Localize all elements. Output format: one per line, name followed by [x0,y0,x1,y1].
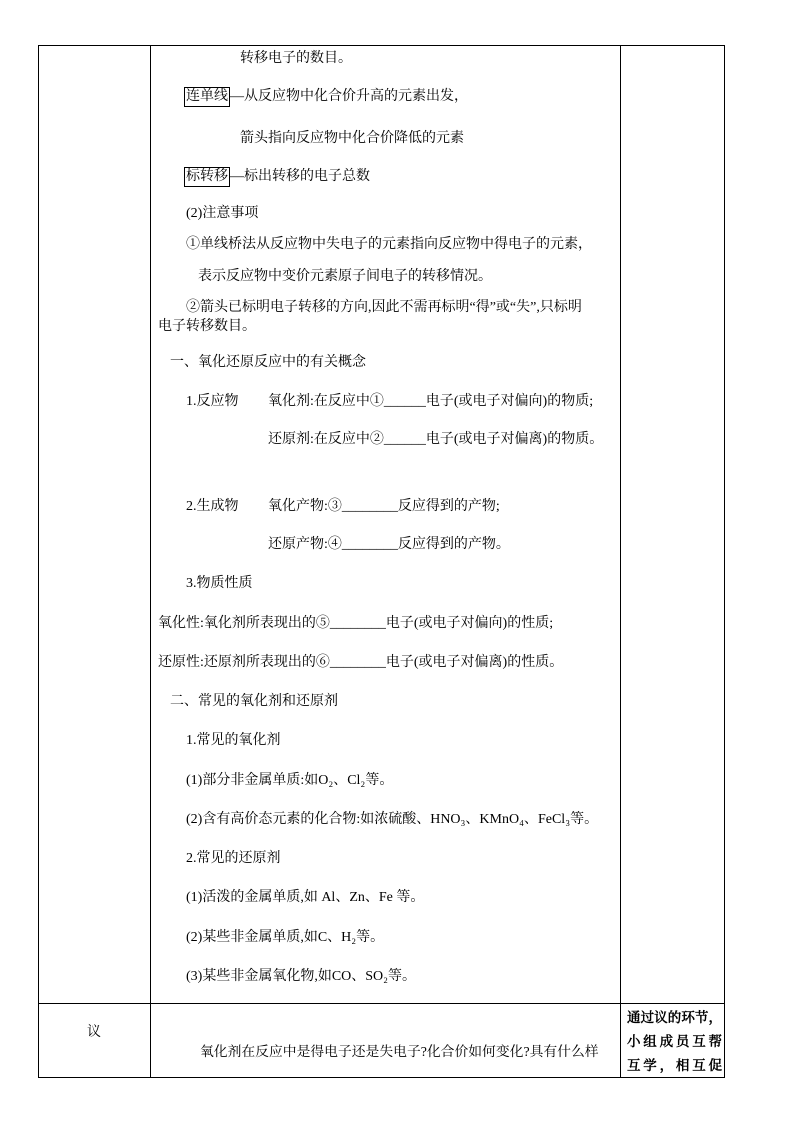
reductant-definition: 还原剂:在反应中②______电子(或电子对偏离)的物质。 [268,432,604,447]
arrow-direction-line: 箭头指向反应物中化合价降低的元素 [240,131,464,146]
stage-note-line-1: 通过议的环节， [627,1010,722,1025]
column-divider-left [150,45,151,1077]
properties-label: 3.物质性质 [186,576,253,591]
stage-note-line-3: 互学，相互促 [627,1058,722,1073]
lesson-table [38,45,725,1078]
note-2: ②箭头已标明电子转移的方向,因此不需再标明“得”或“失”,只标明 [186,300,582,315]
note-2-continued: 电子转移数目。 [158,319,256,334]
mark-transfer-text: —标出转移的电子总数 [230,169,370,184]
reducing-property-definition: 还原性:还原剂所表现出的⑥________电子(或电子对偏离)的性质。 [158,655,564,670]
reductant-item-3: (3)某些非金属氧化物,如CO、SO₂等。 [186,969,417,984]
note-1-continued: 表示反应物中变价元素原子间电子的转移情况。 [198,269,492,284]
reduction-product-definition: 还原产物:④________反应得到的产物。 [268,537,510,552]
transfer-count-line: 转移电子的数目。 [240,51,352,66]
mark-transfer-box: 标转移 [184,167,230,187]
section-2-title: 二、常见的氧化剂和还原剂 [170,694,338,709]
oxidant-definition: 氧化剂:在反应中①______电子(或电子对偏向)的物质; [268,394,594,409]
reductant-item-2: (2)某些非金属单质,如C、H₂等。 [186,930,385,945]
row-divider [38,1003,724,1004]
mark-transfer-rule [184,167,370,187]
stage-note-line-2: 小组成员互帮 [627,1034,722,1049]
connect-line-text: —从反应物中化合价升高的元素出发， [230,89,468,104]
stage-label: 议 [87,1025,101,1040]
reactants-label: 1.反应物 [186,394,239,409]
notes-heading: (2)注意事项 [186,206,259,221]
oxidation-product-definition: 氧化产物:③________反应得到的产物; [268,499,500,514]
section-1-title: 一、氧化还原反应中的有关概念 [170,355,366,370]
common-oxidants-label: 1.常见的氧化剂 [186,733,281,748]
products-label: 2.生成物 [186,499,239,514]
oxidant-item-1: (1)部分非金属单质:如O₂、Cl₂等。 [186,773,394,788]
column-divider-right [620,45,621,1077]
connect-line-box: 连单线 [184,87,230,107]
note-1: ①单线桥法从反应物中失电子的元素指向反应物中得电子的元素， [186,237,592,252]
oxidizing-property-definition: 氧化性:氧化剂所表现出的⑤________电子(或电子对偏向)的性质; [158,616,554,631]
reductant-item-1: (1)活泼的金属单质,如 Al、Zn、Fe 等。 [186,890,425,905]
common-reductants-label: 2.常见的还原剂 [186,851,281,866]
discussion-question: 氧化剂在反应中是得电子还是失电子?化合价如何变化?具有什么样 [200,1044,599,1059]
oxidant-item-2: (2)含有高价态元素的化合物:如浓硫酸、HNO₃、KMnO₄、FeCl₃等。 [186,812,599,827]
connect-line-rule [184,87,468,107]
